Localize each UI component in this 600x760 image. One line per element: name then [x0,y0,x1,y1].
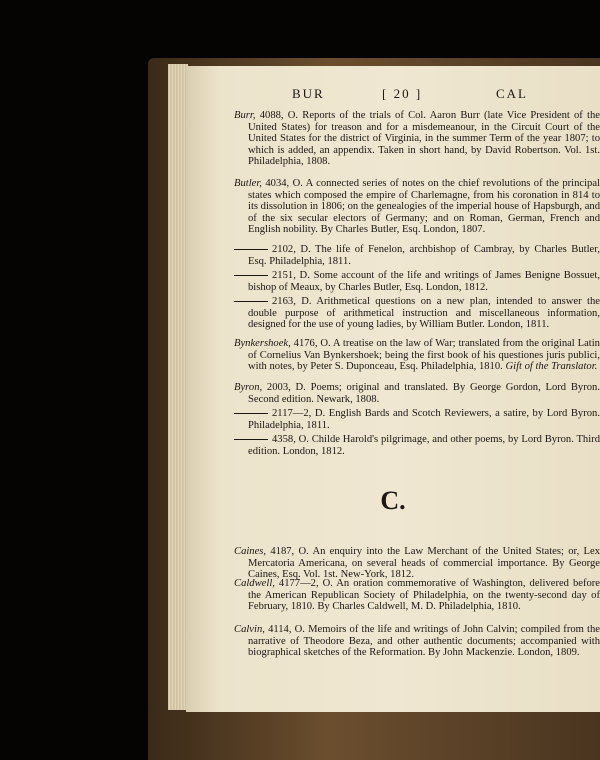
entry-text: 4088, O. Reports of the trials of Col. Aaron Burr (late Vice President of the United States) for treason and for a misdemeanour, in the Circuit Court of the United States for the district of Virginia, in the summer Term of the year 1807; to which is added, an appendix. Taken in short hand, by David Robertson. Vol. 1st. Philadelphia, 1808. [248,110,600,168]
entry-text: 4177—2, O. An oration commemorative of Washington, delivered before the American Republican Society of Philadelphia, on the twenty-second day of February, 1810. By Charles Caldwell, M. D. Philadelphia, 1810. [248,578,600,613]
entry-byron-3 [234,434,600,457]
entry-text: 2163, D. Arithmetical questions on a new plan, intended to answer the double purpose of arithmetical instruction and miscellaneous information, designed for the use of young ladies, by William Butler. London, 1811. [248,296,600,331]
entry-butler-2 [234,244,600,267]
header-right: CAL [496,86,528,101]
running-header [186,86,600,104]
entry-butler-4 [234,296,600,331]
page-edges [168,64,188,710]
entry-calvin [234,624,600,659]
entry-head: Calvin, [234,624,265,635]
entry-text: 4187, O. An enquiry into the Law Merchant of the United States; or, Lex Mercatoria Americana, on several heads of commercial importance. By George Caines, Esq. Vol. 1st. New-York, 1812. [248,546,600,581]
entry-head: Burr, [234,110,256,121]
entry-head: Byron, [234,382,263,393]
header-left: BUR [292,86,325,101]
entry-bynkershoek [234,338,600,373]
entry-byron-2 [234,408,600,431]
ditto-dash [234,275,268,276]
entry-text: 4358, O. Childe Harold's pilgrimage, and other poems, by Lord Byron. Third edition. London, 1812. [248,434,600,457]
entry-caldwell [234,578,600,613]
entry-butler [234,178,600,236]
ditto-dash [234,301,268,302]
section-letter: C. [380,486,406,515]
entry-note: Gift of the Translator. [505,361,598,373]
entry-head: Butler, [234,178,262,189]
entry-burr [234,110,600,168]
entry-butler-3 [234,270,600,293]
entry-byron [234,382,600,405]
entry-head: Caldwell, [234,578,275,589]
entry-head: Bynkershoek, [234,338,291,349]
entry-text: 2151, D. Some account of the life and writings of James Benigne Bossuet, bishop of Meaux, by Charles Butler, Esq. London, 1812. [248,270,600,293]
entry-text: 2003, D. Poems; original and translated. By George Gordon, Lord Byron. Second edition. Newark, 1808. [248,382,600,405]
entry-text: 4034, O. A connected series of notes on the chief revolutions of the principal states which composed the empire of Charlemagne, from his coronation in 814 to its dissolution in 1806; on the genealogies of the imperial house of Hapsburgh, and of the six secular electors of Germany; and on Roman, German, French and English nobility. By Charles Butler, Esq. London, 1807. [248,178,600,236]
entry-text: 2117—2, D. English Bards and Scotch Reviewers, a satire, by Lord Byron. Philadelphia, 1811. [248,408,600,431]
ditto-dash [234,413,268,414]
book-page [186,66,600,712]
entry-text: 2102, D. The life of Fenelon, archbishop of Cambray, by Charles Butler, Esq. Philadelphia, 1811. [248,244,600,267]
entry-head: Caines, [234,546,267,557]
entry-text: 4114, O. Memoirs of the life and writings of John Calvin; compiled from the narrative of Theodore Beza, and other authentic documents; accompanied with biographical sketches of the Reformation. By John Mackenzie. London, 1809. [248,624,600,659]
page-number: [ 20 ] [382,86,423,101]
ditto-dash [234,439,268,440]
entry-caines [234,546,600,581]
entry-text: 4176, O. A treatise on the law of War; translated from the original Latin of Cornelius Van Bynkershoek; being the first book of his questiones juris publici, with notes, by Peter S. Duponceau, Esq. Philadelphia, 1810. [248,338,600,373]
ditto-dash [234,249,268,250]
